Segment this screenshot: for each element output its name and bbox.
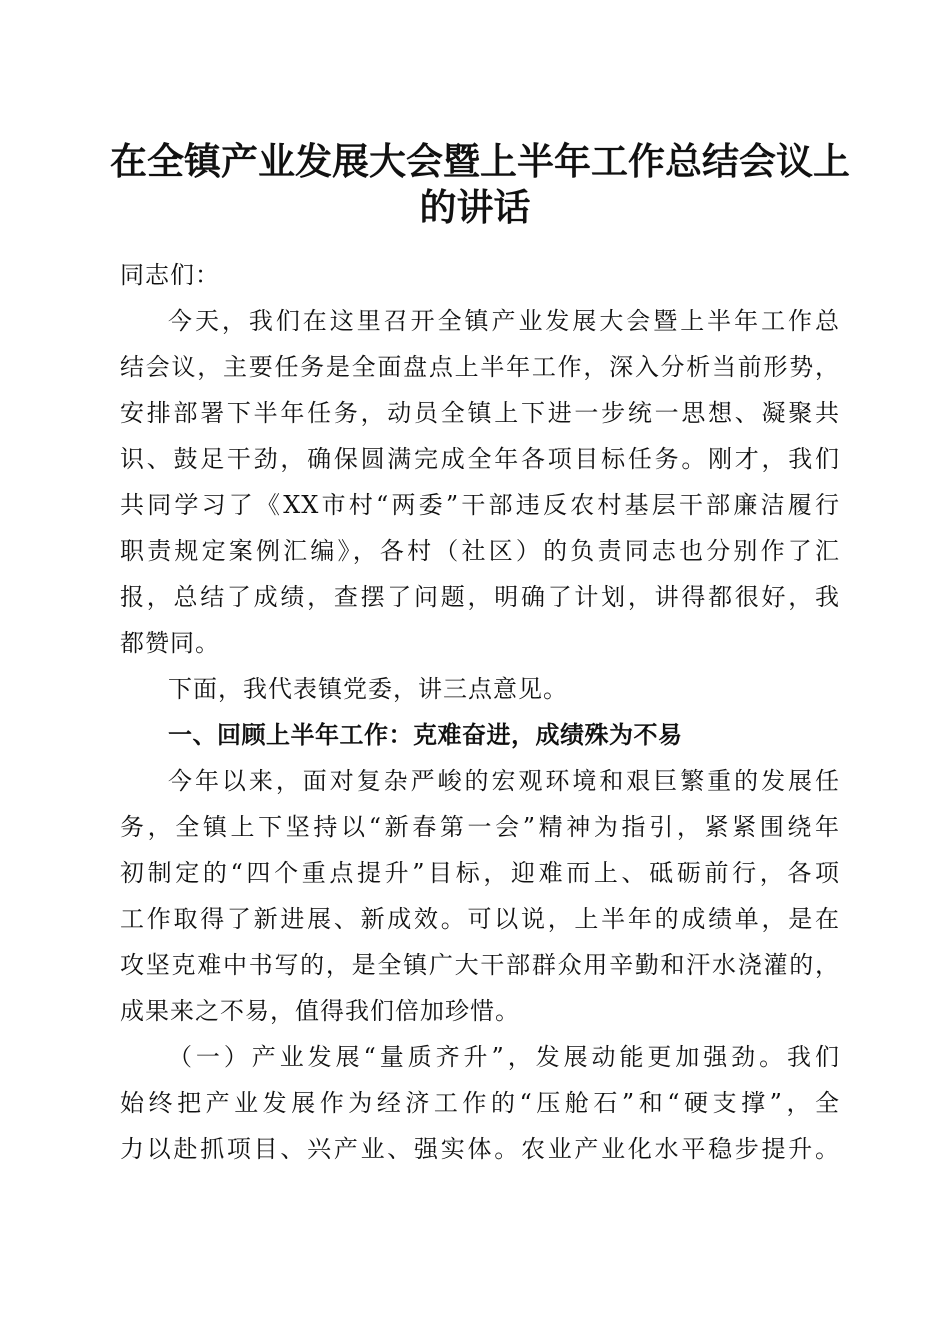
paragraph-line: 安排部署下半年任务，动员全镇上下进一步统一思想、凝聚共: [120, 399, 840, 427]
title-line-2: 的讲话: [419, 185, 531, 229]
document-body: [120, 252, 840, 1172]
paragraph-line: 工作取得了新进展、新成效。可以说，上半年的成绩单，是在: [120, 905, 840, 933]
paragraph-line: 职责规定案例汇编》，各村（社区）的负责同志也分别作了汇: [120, 537, 840, 565]
paragraph-line: 下面，我代表镇党委，讲三点意见。: [168, 675, 568, 703]
paragraph-line: 攻坚克难中书写的，是全镇广大干部群众用辛勤和汗水浇灌的，: [120, 951, 840, 979]
paragraph-line: 共同学习了《XX市村“两委”干部违反农村基层干部廉洁履行: [120, 491, 840, 519]
paragraph-line: 报，总结了成绩，查摆了问题，明确了计划，讲得都很好，我: [120, 583, 840, 611]
document-title: [110, 138, 850, 230]
paragraph-line: 识、鼓足干劲，确保圆满完成全年各项目标任务。刚才，我们: [120, 445, 840, 473]
subsection-lead-line: （一）产业发展“量质齐升”，发展动能更加强劲。我们: [168, 1043, 840, 1071]
paragraph-line: 始终把产业发展作为经济工作的“压舱石”和“硬支撑”，全: [120, 1089, 840, 1117]
paragraph-line: 成果来之不易，值得我们倍加珍惜。: [120, 997, 520, 1025]
paragraph-line: 今天，我们在这里召开全镇产业发展大会暨上半年工作总: [168, 307, 840, 335]
paragraph-line: 初制定的“四个重点提升”目标，迎难而上、砥砺前行，各项: [120, 859, 840, 887]
paragraph-line: 今年以来，面对复杂严峻的宏观环境和艰巨繁重的发展任: [168, 767, 840, 795]
section-heading: 一、回顾上半年工作：克难奋进，成绩殊为不易: [168, 721, 683, 749]
paragraph-line: 务，全镇上下坚持以“新春第一会”精神为指引，紧紧围绕年: [120, 813, 840, 841]
title-line-1: 在全镇产业发展大会暨上半年工作总结会议上: [110, 139, 850, 183]
paragraph-line: 都赞同。: [120, 629, 220, 657]
paragraph-line: 结会议，主要任务是全面盘点上半年工作，深入分析当前形势，: [120, 353, 840, 381]
salutation: 同志们：: [120, 261, 220, 289]
paragraph-line: 力以赴抓项目、兴产业、强实体。农业产业化水平稳步提升。: [120, 1135, 840, 1163]
